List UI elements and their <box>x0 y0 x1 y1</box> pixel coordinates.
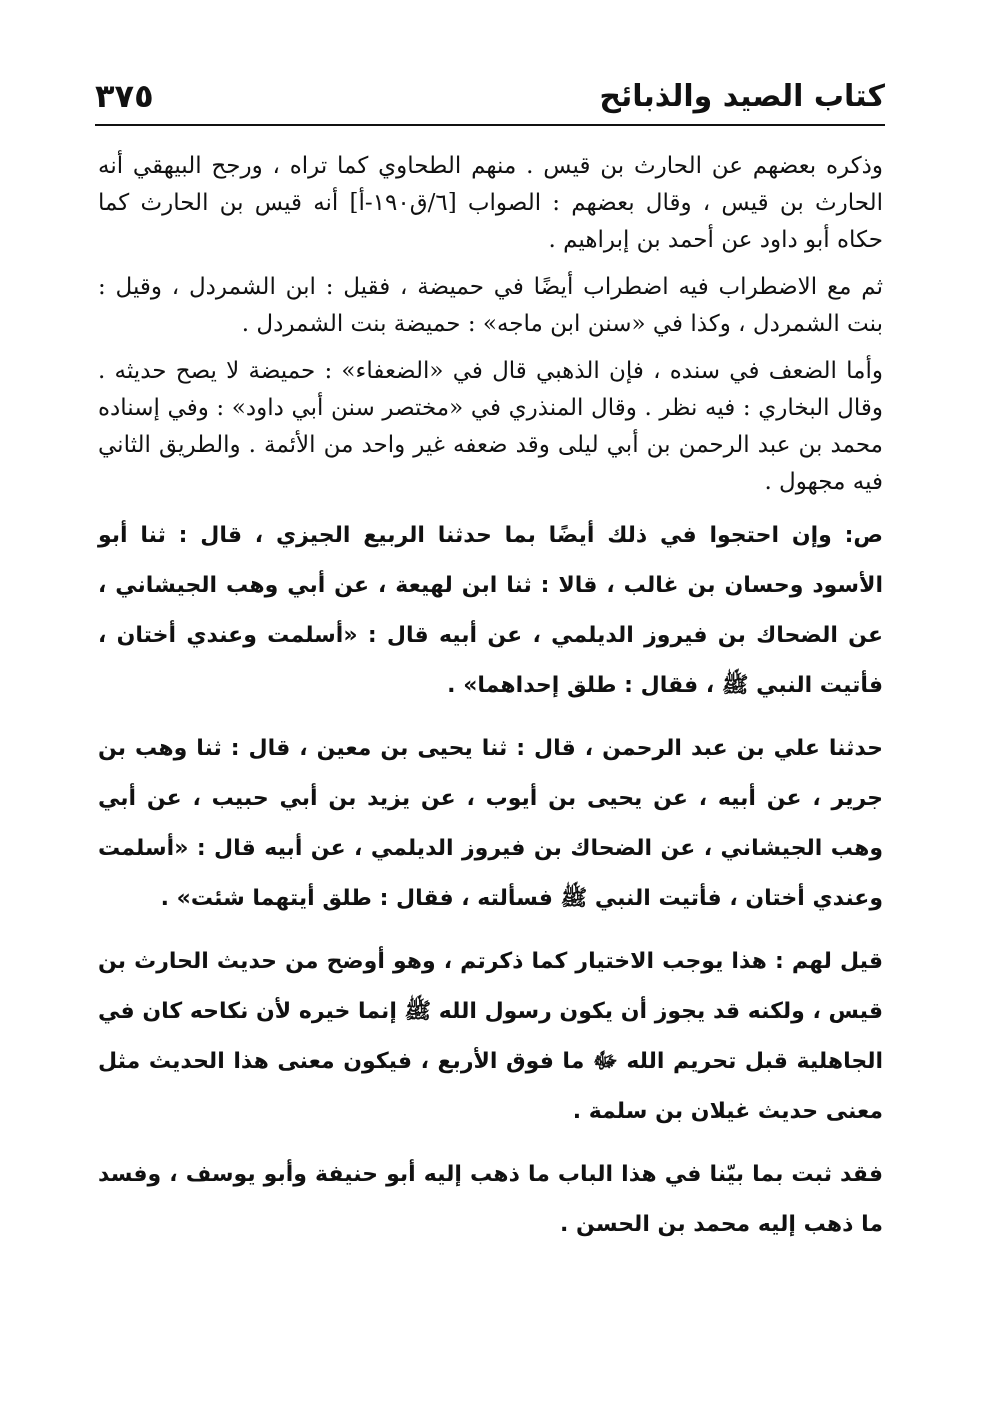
body-text <box>98 148 883 1250</box>
running-header <box>95 68 885 126</box>
book-title: كتاب الصيد والذبائح <box>599 79 885 114</box>
paragraph-text-4: فقد ثبت بما بيّنا في هذا الباب ما ذهب إليه أبو حنيفة وأبو يوسف ، وفسد ما ذهب إليه محمد بن الحسن . <box>98 1162 883 1237</box>
page-number: ٣٧٥ <box>95 77 154 115</box>
paragraph-commentary-1: وذكره بعضهم عن الحارث بن قيس . منهم الطحاوي كما تراه ، ورجح البيهقي أنه الحارث بن قيس ، وقال بعضهم : الصواب [٦/ق١٩٠-أ] أنه قيس بن الحارث كما حكاه أبو داود عن أحمد بن إبراهيم . <box>98 153 883 253</box>
paragraph-text-3: قيل لهم : هذا يوجب الاختيار كما ذكرتم ، وهو أوضح من حديث الحارث بن قيس ، ولكنه قد يجوز أن يكون رسول الله ﷺ إنما خيره لأن نكاحه كان في الجاهلية قبل تحريم الله ﷻ ما فوق الأربع ، فيكون معنى هذا الحديث مثل معنى حديث غيلان بن سلمة . <box>98 949 883 1124</box>
paragraph-commentary-3: وأما الضعف في سنده ، فإن الذهبي قال في «الضعفاء» : حميضة لا يصح حديثه . وقال البخاري : فيه نظر . وقال المنذري في «مختصر سنن أبي داود» : وفي إسناده محمد بن عبد الرحمن بن أبي ليلى وقد ضعفه غير واحد من الأئمة . والطريق الثاني فيه مجهول . <box>98 358 883 495</box>
paragraph-text-1: ص: وإن احتجوا في ذلك أيضًا بما حدثنا الربيع الجيزي ، قال : ثنا أبو الأسود وحسان بن غالب ، قالا : ثنا ابن لهيعة ، عن أبي وهب الجيشاني ، عن الضحاك بن فيروز الديلمي ، عن أبيه قال : «أسلمت وعندي أختان ، فأتيت النبي ﷺ ، فقال : طلق إحداهما» . <box>98 523 883 698</box>
header-rule <box>95 124 885 126</box>
paragraph-text-2: حدثنا علي بن عبد الرحمن ، قال : ثنا يحيى بن معين ، قال : ثنا وهب بن جرير ، عن أبيه ، عن يحيى بن أيوب ، عن يزيد بن أبي حبيب ، عن أبي وهب الجيشاني ، عن الضحاك بن فيروز الديلمي ، عن أبيه قال : «أسلمت وعندي أختان ، فأتيت النبي ﷺ فسألته ، فقال : طلق أيتهما شئت» . <box>98 736 883 911</box>
paragraph-commentary-2: ثم مع الاضطراب فيه اضطراب أيضًا في حميضة ، فقيل : ابن الشمردل ، وقيل : بنت الشمردل ، وكذا في «سنن ابن ماجه» : حميضة بنت الشمردل . <box>98 274 883 337</box>
